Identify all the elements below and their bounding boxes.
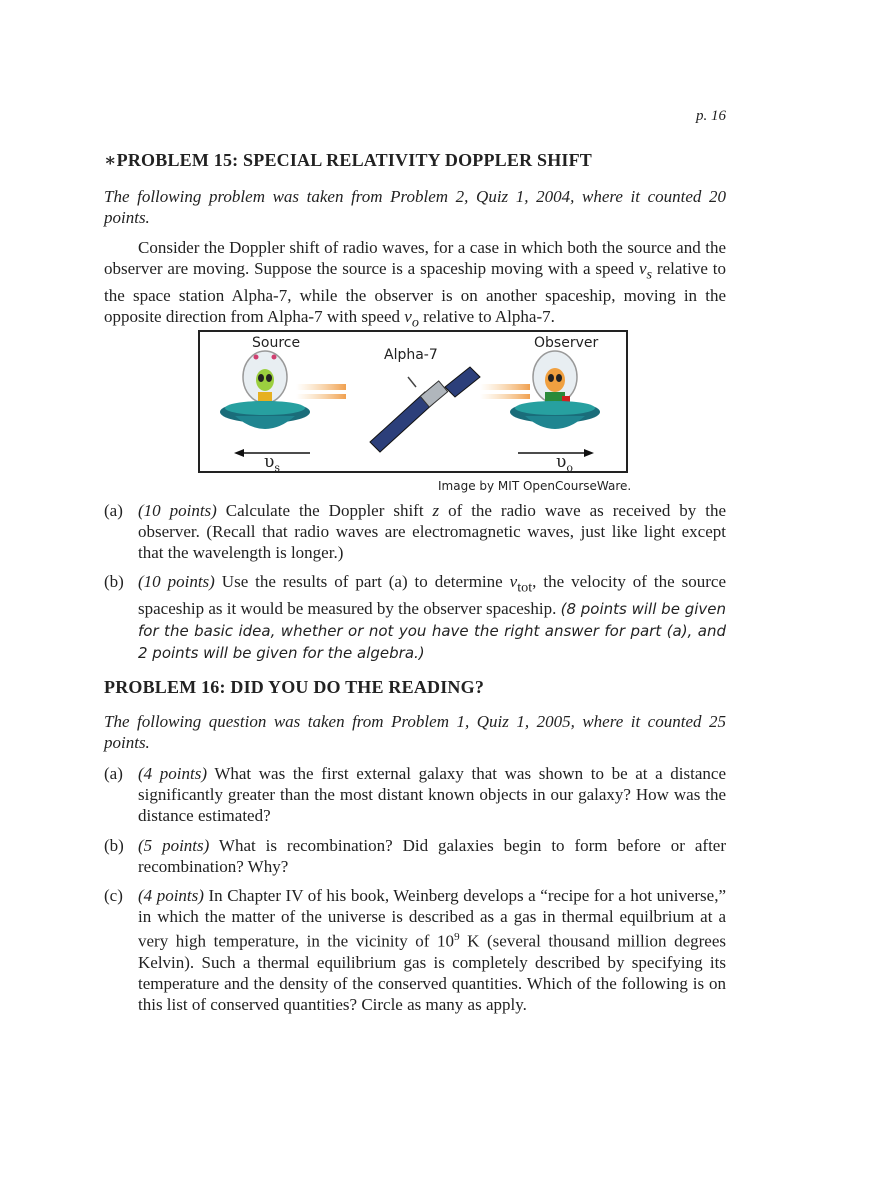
points-label: (10 points) — [138, 572, 215, 591]
problem-15-intro: The following problem was taken from Problem 2, Quiz 1, 2004, where it counted 20 points. — [104, 187, 726, 227]
vs-label: $\upsilon_s$ — [264, 452, 280, 475]
source-spaceship — [220, 351, 346, 429]
problem-15-body — [104, 237, 726, 334]
v-o-symbol: $v_o$ — [404, 307, 419, 331]
problem-15-title — [104, 150, 726, 171]
part-text: What was the first external galaxy that was shown to be at a distance significantly greater than the most distant known objects in our galaxy? How was the distance estimated? — [138, 764, 726, 825]
star-marker: ∗ — [104, 150, 117, 170]
alpha-7-station — [370, 367, 480, 452]
part-text: K (several thousand million degrees Kelvin). Such a thermal equilibrium gas is completely described by specifying its temperature and the density of the conserved quantities. Which of the following is on this list of conserved quantities? Circle as many as apply. — [138, 931, 726, 1014]
problem-15-part-b — [104, 571, 726, 664]
observer-label: Observer — [534, 335, 599, 351]
body-text: relative to the space station Alpha-7, while the observer is on another spaceship, moving in the opposite direction from Alpha-7 with speed — [104, 259, 726, 327]
problem-16-part-b — [104, 835, 726, 877]
part-text: Calculate the Doppler shift — [216, 501, 433, 520]
part-label: (a) — [104, 764, 123, 783]
points-label: (4 points) — [138, 764, 208, 783]
points-label: (5 points) — [138, 836, 210, 855]
part-text: Use the results of part (a) to determine — [214, 572, 510, 591]
problem-16-part-c — [104, 885, 726, 1015]
image-credit: Image by MIT OpenCourseWare. — [438, 479, 632, 493]
doppler-figure — [198, 330, 628, 473]
grading-note: (8 points will be given for the basic idea, whether or not you have the right answer for part (a), and 2 points will be given for the algebra.) — [138, 600, 726, 663]
vo-label: $\upsilon_o$ — [556, 452, 573, 475]
part-text: of the radio wave as received by the observer. (Recall that radio waves are electromagnetic waves, just like light except that the wavelength is longer.) — [138, 501, 726, 562]
v-tot-symbol: $v_{tot}$ — [509, 572, 533, 596]
part-label: (b) — [104, 836, 124, 855]
part-label: (c) — [104, 886, 123, 905]
observer-spaceship — [480, 351, 600, 429]
points-label: (10 points) — [138, 501, 217, 520]
part-text: , the velocity of the source spaceship as it would be measured by the observer spaceship. — [138, 572, 726, 619]
part-text: In Chapter IV of his book, Weinberg develops a “recipe for a hot universe,” in which the matter of the universe is described as a gas in thermal equilbrium at a very high temperature, in the vicinity of 10 — [138, 886, 726, 951]
part-text: What is recombination? Did galaxies begin to form before or after recombination? Why? — [138, 836, 726, 876]
problem-15-title-text: PROBLEM 15: SPECIAL RELATIVITY DOPPLER SHIFT — [116, 150, 593, 170]
z-symbol: z — [432, 501, 440, 520]
body-text: relative to Alpha-7. — [418, 307, 555, 327]
page-number: p. 16 — [696, 108, 726, 124]
problem-16-title: PROBLEM 16: DID YOU DO THE READING? — [104, 677, 485, 697]
exponent: 9 — [454, 931, 460, 943]
part-label: (b) — [104, 572, 124, 591]
alpha-7-label: Alpha-7 — [384, 347, 438, 363]
part-label: (a) — [104, 501, 123, 520]
body-text: Consider the Doppler shift of radio waves, for a case in which both the source and the observer are moving. Suppose the source is a spaceship moving with a speed — [104, 238, 726, 278]
source-label: Source — [252, 335, 301, 351]
problem-16-intro: The following question was taken from Problem 1, Quiz 1, 2005, where it counted 25 points. — [104, 712, 726, 752]
v-s-symbol: $v_s$ — [638, 259, 653, 283]
points-label: (4 points) — [138, 886, 204, 905]
problem-16-part-a — [104, 763, 726, 826]
problem-15-part-a — [104, 500, 726, 563]
